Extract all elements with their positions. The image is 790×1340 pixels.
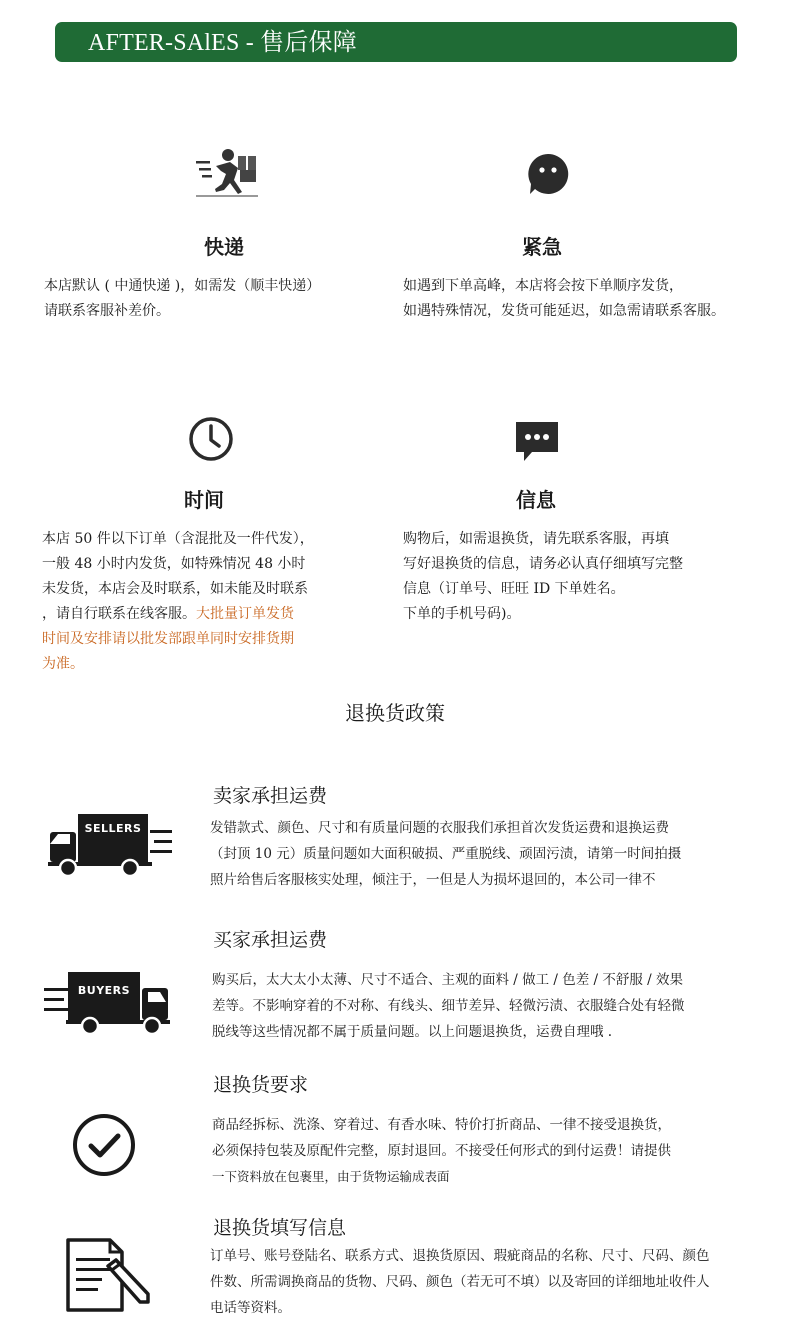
message-dots-icon [514, 420, 560, 464]
section-title-info: 信息 [516, 488, 556, 512]
item-title-buyers: 买家承担运费 [213, 929, 328, 951]
sellers-truck-icon [40, 810, 176, 878]
section-title-time: 时间 [184, 488, 224, 512]
clock-icon [188, 414, 234, 464]
section-text-info: 购物后，如需退换货，请先联系客服，再填 写好退换货的信息，请务必认真仔细填写完整 信息（订单号、旺旺 ID 下单姓名。 下单的手机号码)。 [403, 531, 683, 622]
sellers-badge: SELLERS [84, 822, 142, 835]
courier-running-icon [194, 146, 262, 198]
item-title-sellers: 卖家承担运费 [213, 785, 328, 807]
item-text-fill-info: 订单号、账号登陆名、联系方式、退换货原因、瑕疵商品的名称、尺寸、尺码、颜色 件数、所需调换商品的货物、尺码、颜色（若无可不填）以及寄回的详细地址收件人 电话等资料。 [210, 1248, 710, 1316]
buyers-badge: BUYERS [77, 984, 131, 997]
item-text-requirements: 商品经拆标、洗涤、穿着过、有香水味、特价打折商品、一律不接受退换货， 必须保持包装及原配件完整，原封退回。不接受任何形式的到付运费！请提供 一下资料放在包裹里，由于货物运输成表面 [212, 1117, 671, 1184]
item-text-sellers: 发错款式、颜色、尺寸和有质量问题的衣服我们承担首次发货运费和退换运费 （封顶 10 元）质量问题如大面积破损、严重脱线、顽固污渍，请第一时间拍摄 照片给售后客服核实处理，倾注于，一但是人为损坏退回的，本公司一律不 [210, 820, 682, 888]
highlight-text: 大批量订单发货 [196, 606, 294, 622]
section-title-urgent: 紧急 [522, 235, 562, 259]
buyers-truck-icon [40, 970, 176, 1038]
document-pen-icon [64, 1236, 154, 1314]
section-text-time: 本店 50 件以下订单（含混批及一件代发）， 一般 48 小时内发货，如特殊情况 48 小时 未发货，本店会及时联系，如未能及时联系 ，请自行联系在线客服。大批量订单发货 时间及安排请以批发部跟单同时安排货期 为准。 [42, 531, 314, 672]
check-circle-icon [72, 1113, 136, 1177]
section-title-express: 快递 [204, 235, 244, 259]
header-bar [55, 22, 737, 62]
policy-title: 退换货政策 [345, 701, 445, 725]
item-title-fill-info: 退换货填写信息 [213, 1217, 347, 1239]
chat-bubble-face-icon [526, 152, 570, 196]
item-text-buyers: 购买后，太大太小太薄、尺寸不适合、主观的面料 / 做工 / 色差 / 不舒服 / 效果 差等。不影响穿着的不对称、有线头、细节差异、轻微污渍、衣服缝合处有轻微 脱线等这些情况都不属于质量问题。以上问题退换货，运费自理哦 . [212, 972, 685, 1040]
page-title: AFTER-SAlES - 售后保障 [88, 30, 357, 56]
item-title-requirements: 退换货要求 [213, 1074, 309, 1096]
section-text-express: 本店默认 ( 中通快递 )，如需发（顺丰快递） 请联系客服补差价。 [44, 278, 321, 319]
section-text-urgent: 如遇到下单高峰，本店将会按下单顺序发货， 如遇特殊情况，发货可能延迟，如急需请联系客服。 [403, 278, 725, 319]
